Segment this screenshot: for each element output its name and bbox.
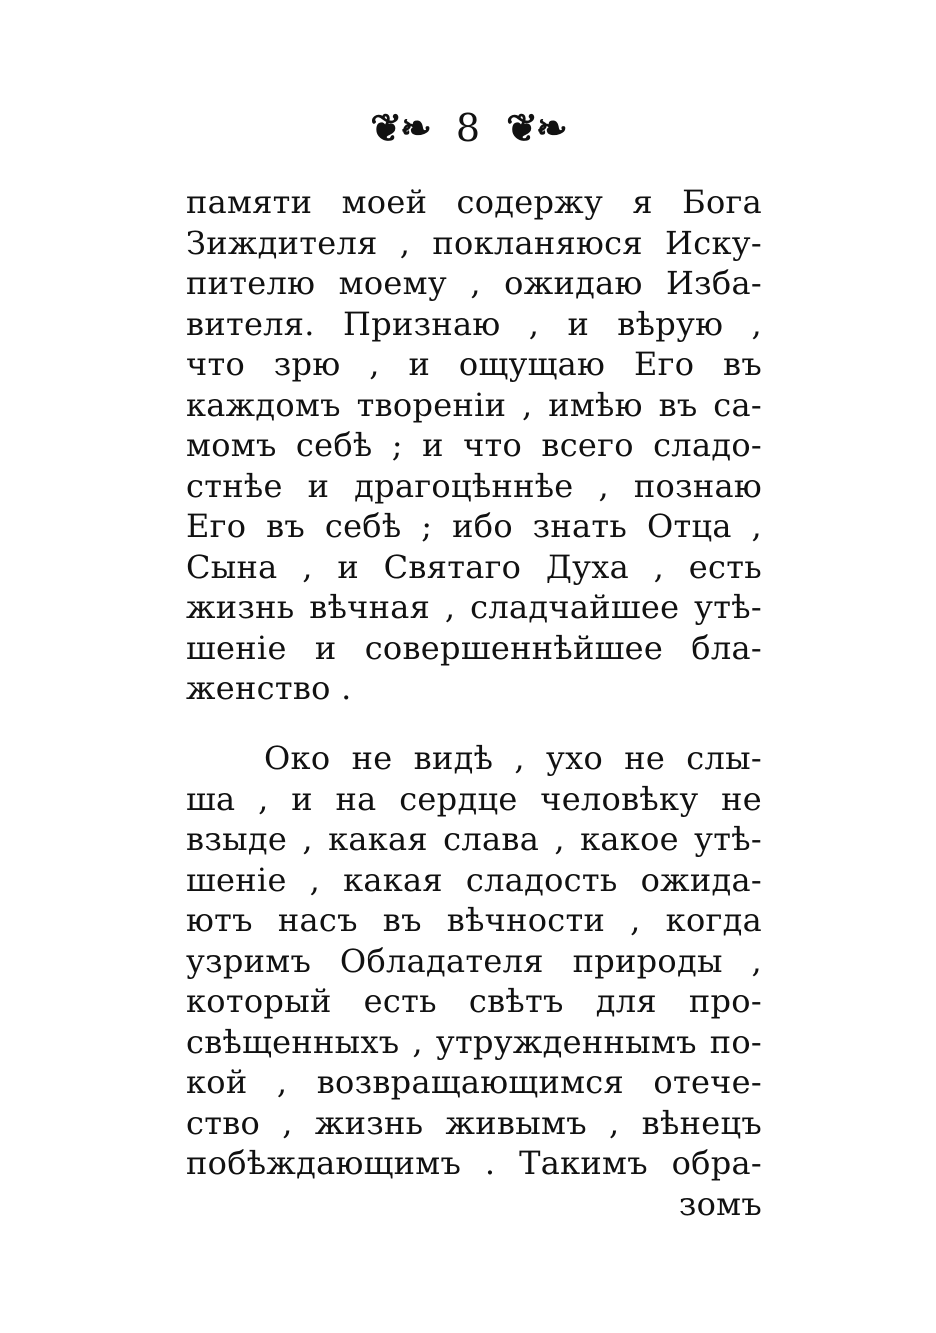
text-line: каждомъ твореніи , имѣю въ са-: [186, 385, 762, 424]
text-line: шеніе , какая сладость ожида-: [186, 860, 762, 899]
right-ornament: ❦❧: [506, 105, 566, 150]
paragraph-2: [186, 738, 762, 1224]
text-line: момъ себѣ ; и что всего сладо-: [186, 426, 762, 464]
text-line: ша , и на сердце человѣку не: [186, 779, 762, 818]
catchword: зомъ: [678, 1184, 762, 1223]
text-line: Его въ себѣ ; ибо знать Отца ,: [186, 507, 762, 545]
text-line: который есть свѣтъ для про-: [186, 982, 762, 1020]
text-line: памяти моей содержу я Бога: [186, 183, 762, 221]
text-line: кой , возвращающимся отече-: [186, 1063, 762, 1101]
text-line: что зрю , и ощущаю Его въ: [186, 345, 762, 383]
text-line: стнѣе и драгоцѣннѣе , познаю: [186, 466, 762, 505]
paragraph-1: [186, 182, 762, 709]
text-line: шеніе и совершеннѣйшее бла-: [186, 628, 762, 667]
text-line: вителя. Признаю , и вѣрую ,: [186, 304, 762, 343]
text-line: побѣждающимъ . Такимъ обра-: [186, 1144, 762, 1182]
text-line: взыде , какая слава , какое утѣ-: [186, 820, 762, 858]
page-number: 8: [455, 106, 481, 150]
text-line: пителю моему , ожидаю Изба-: [186, 264, 762, 302]
text-line: узримъ Обладателя природы ,: [186, 941, 762, 980]
page-header: [0, 98, 936, 158]
text-line: женство .: [186, 669, 352, 707]
text-line: жизнь вѣчная , сладчайшее утѣ-: [186, 588, 762, 626]
text-line: свѣщенныхъ , утружденнымъ по-: [186, 1022, 762, 1061]
text-line: Око не видѣ , ухо не слы-: [264, 739, 762, 777]
text-line: ство , жизнь живымъ , вѣнецъ: [186, 1103, 762, 1142]
left-ornament: ❦❧: [370, 105, 430, 150]
text-line: ютъ насъ въ вѣчности , когда: [186, 901, 762, 939]
text-line: Сына , и Святаго Духа , есть: [186, 547, 762, 586]
text-line: Зиждителя , покланяюся Иску-: [186, 223, 762, 262]
